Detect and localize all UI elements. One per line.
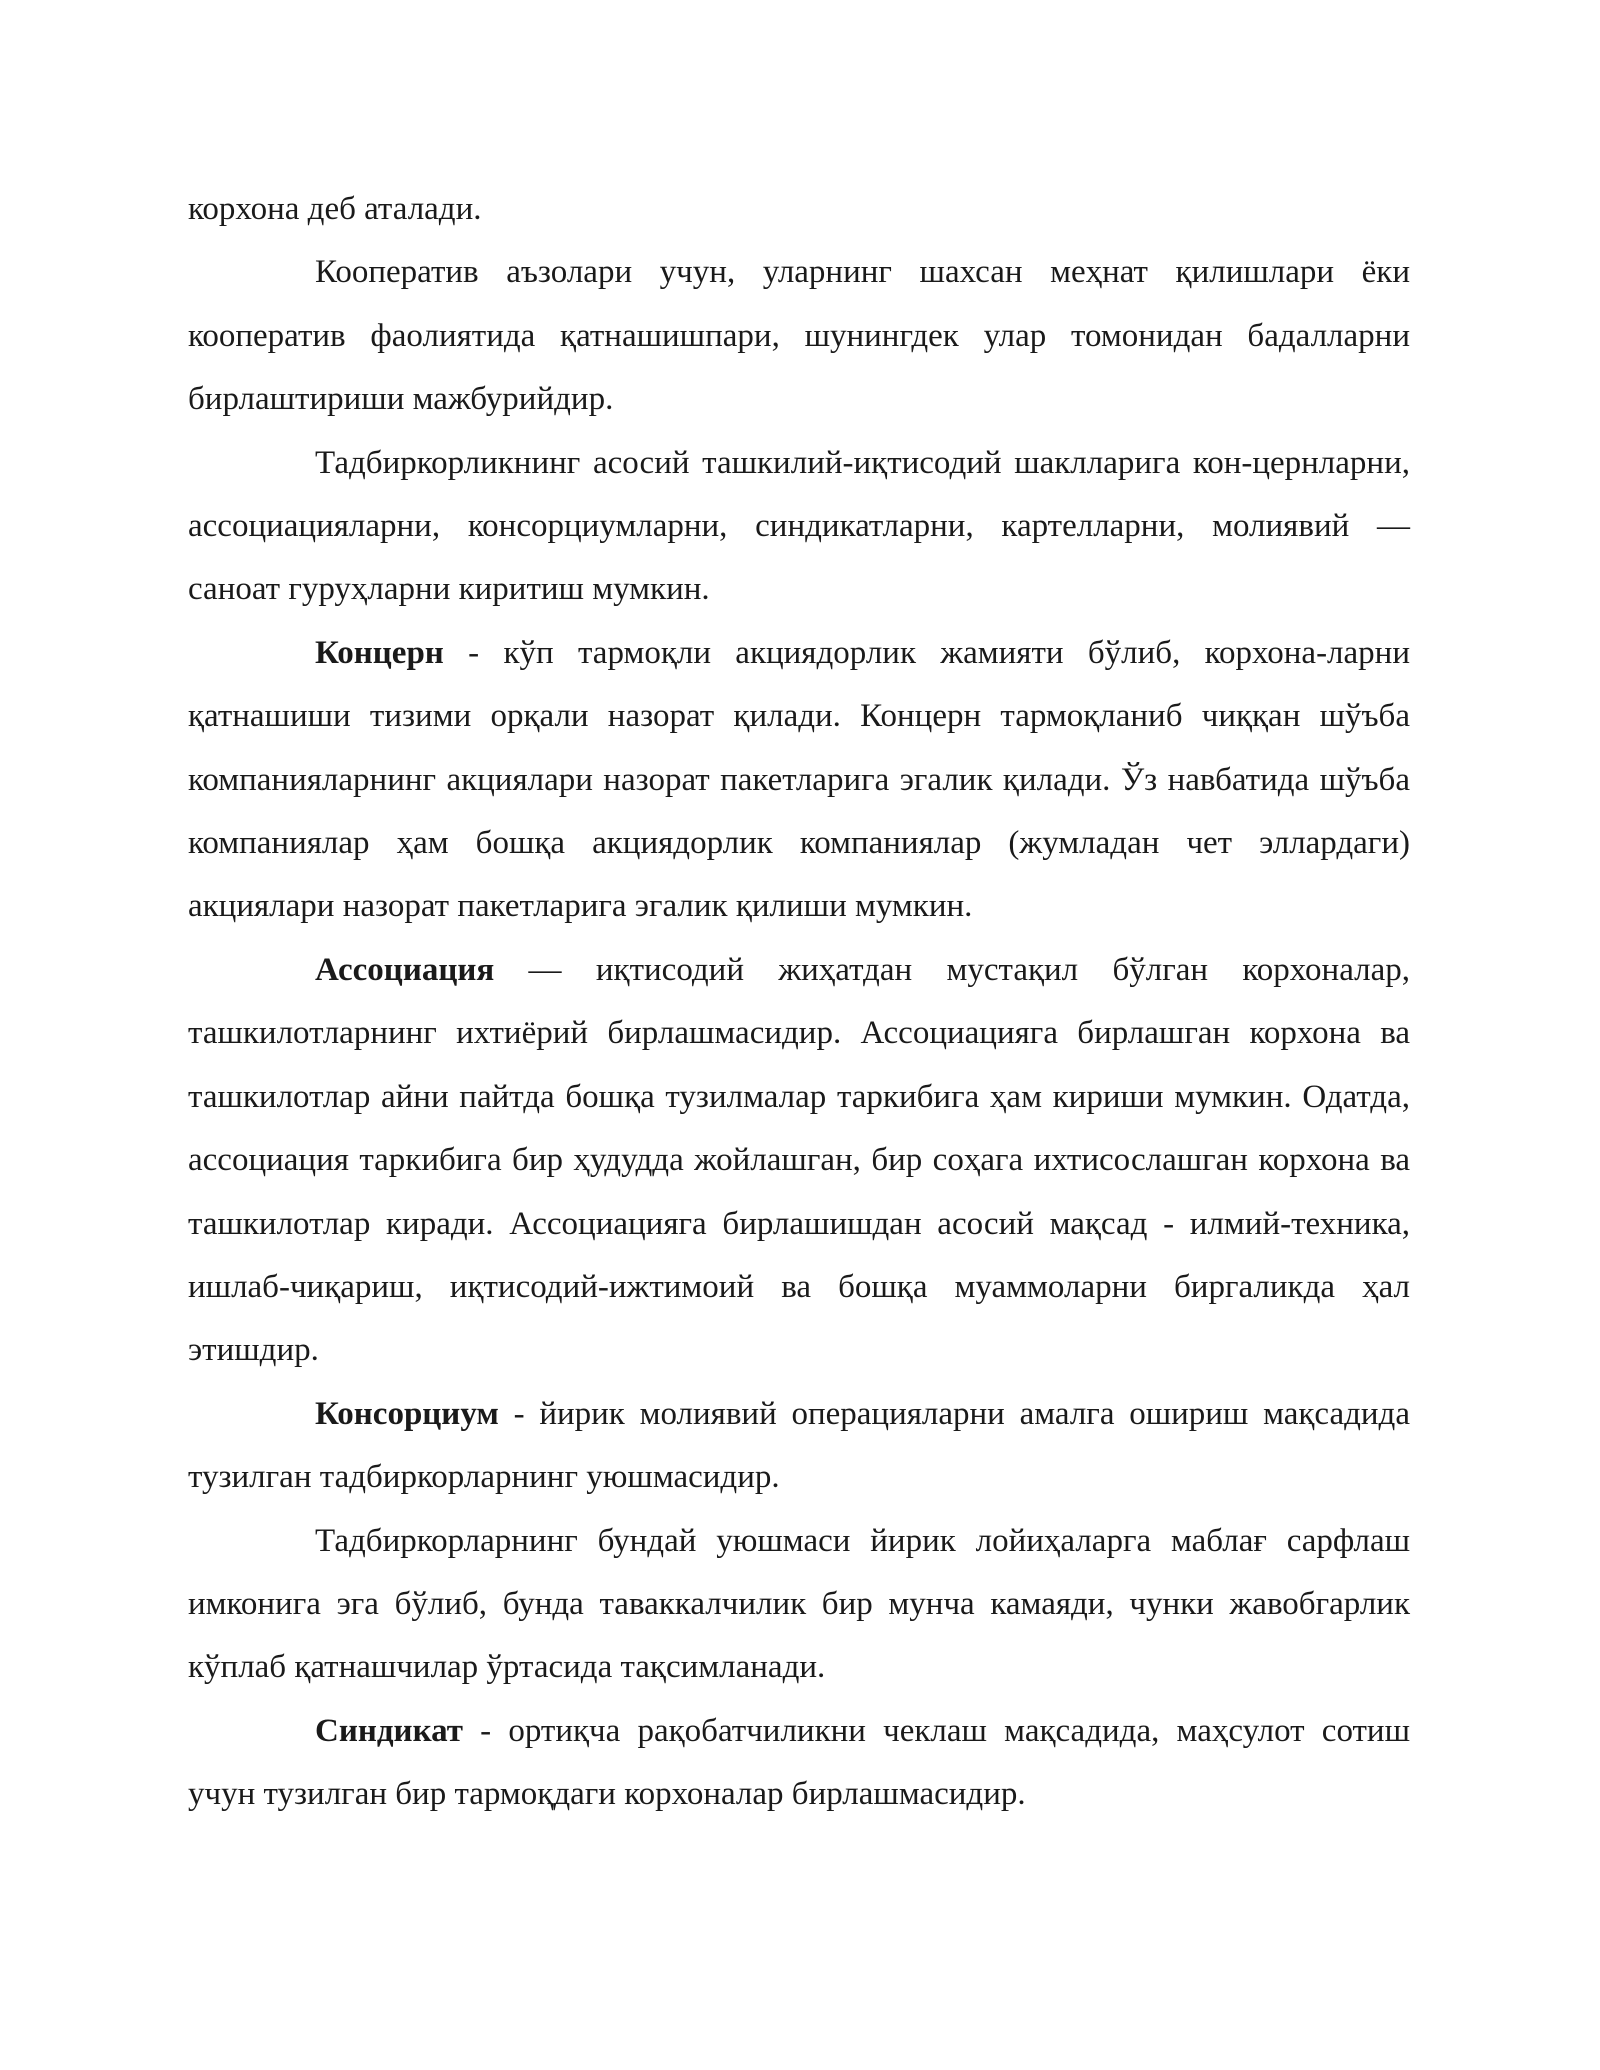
paragraph-text: - йирик молиявий операцияларни амалга ошириш мақсадида тузилган тадбиркорларнинг уюшмасидир.	[188, 1395, 1410, 1496]
term-concern: Концерн	[315, 634, 444, 671]
paragraph-text: Тадбиркорларнинг бундай уюшмаси йирик лойиҳаларга маблағ сарфлаш имконига эга бўлиб, бунда таваккалчилик бир мунча камаяди, чунки жавобгарлик кўплаб қатнашчилар ўртасида тақсимланади.	[188, 1522, 1410, 1686]
paragraph-continuation	[188, 178, 1410, 241]
paragraph-organizational-forms	[188, 432, 1410, 622]
paragraph-text: Тадбиркорликнинг асосий ташкилий-иқтисодий шаклларига кон-цернларни, ассоциацияларни, консорциумларни, синдикатларни, картелларни, молиявий — саноат гуруҳларни киритиш мумкин.	[188, 444, 1410, 608]
paragraph-consortium-details	[188, 1510, 1410, 1700]
paragraph-cooperative-members	[188, 241, 1410, 431]
paragraph-text: - кўп тармоқли акциядорлик жамияти бўлиб, корхона-ларни қатнашиши тизими орқали назорат қилади. Концерн тармоқланиб чиққан шўъба компанияларнинг акциялари назорат пакетларига эгалик қилади. Ўз навбатида шўъба компаниялар ҳам бошқа акциядорлик компаниялар (жумладан чет эллардаги) акциялари назорат пакетларига эгалик қилиши мумкин.	[188, 634, 1410, 925]
term-consortium: Консорциум	[315, 1395, 499, 1432]
paragraph-text: Кооператив аъзолари учун, уларнинг шахсан меҳнат қилишлари ёки кооператив фаолиятида қатнашишпари, шунингдек улар томонидан бадалларни бирлаштириши мажбурийдир.	[188, 254, 1410, 418]
paragraph-text: - ортиқча рақобатчиликни чеклаш мақсадида, маҳсулот сотиш учун тузилган бир тармоқдаги корхоналар бирлашмасидир.	[188, 1712, 1410, 1813]
paragraph-consortium	[188, 1383, 1410, 1510]
paragraph-association	[188, 939, 1410, 1383]
term-syndicate: Синдикат	[315, 1712, 463, 1749]
paragraph-concern	[188, 622, 1410, 939]
paragraph-syndicate	[188, 1700, 1410, 1827]
paragraph-text: корхона деб аталади.	[188, 191, 482, 227]
term-association: Ассоциация	[315, 951, 495, 988]
document-page	[188, 178, 1410, 1827]
paragraph-text: — иқтисодий жиҳатдан мустақил бўлган корхоналар, ташкилотларнинг ихтиёрий бирлашмасидир. Ассоциацияга бирлашган корхона ва ташкилотлар айни пайтда бошқа тузилмалар таркибига ҳам кириши мумкин. Одатда, ассоциация таркибига бир ҳудудда жойлашган, бир соҳага ихтисослашган корхона ва ташкилотлар киради. Ассоциацияга бирлашишдан асосий мақсад - илмий-техника, ишлаб-чиқариш, иқтисодий-ижтимоий ва бошқа муаммоларни биргаликда ҳал этишдир.	[188, 951, 1410, 1369]
